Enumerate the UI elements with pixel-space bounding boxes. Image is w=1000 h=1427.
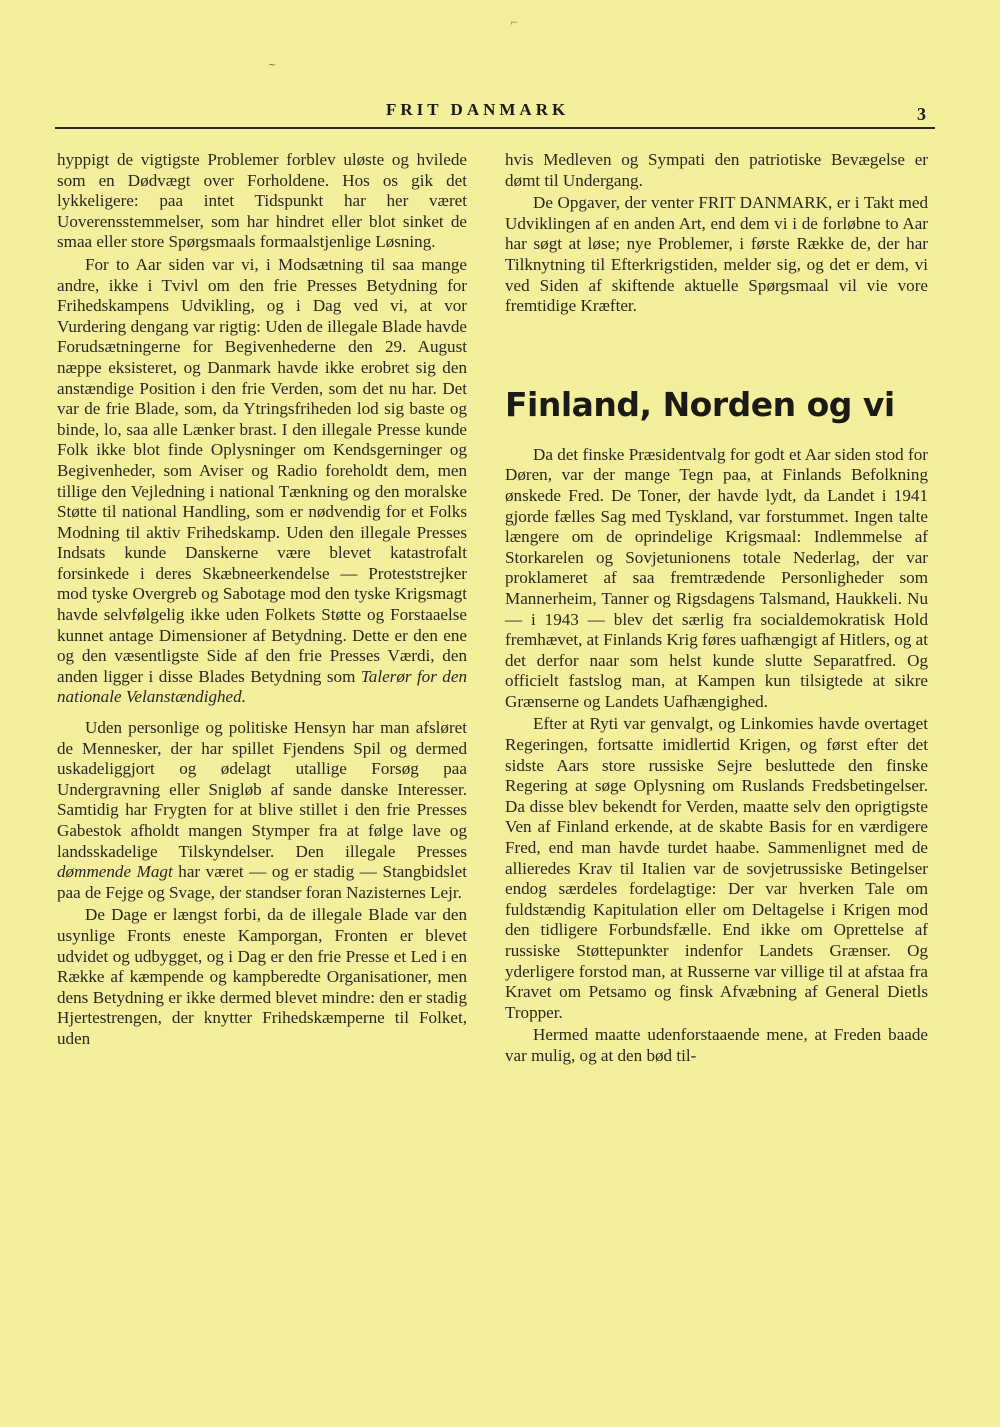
paragraph: Hermed maatte udenforstaaende mene, at Freden baade var mulig, og at den bød til- (505, 1025, 928, 1065)
paragraph-text: Uden personlige og politiske Hensyn har man afsløret de Mennesker, der har spillet Fjendens Spil og dermed uskadeliggjort og ødelagt utallige Forsøg paa Undergravning eller Snigløb af sande danske Interesser. Samtidig har Frygten for at blive stillet i den frie Presses Gabestok afholdt mangen Stymper fra at følge lave og landsskadelige Tilskyndelser. Den illegale Presses (57, 718, 467, 861)
ink-speck: ~ (268, 60, 277, 71)
right-column (505, 150, 928, 1067)
article-headline: Finland, Norden og vi (505, 384, 895, 424)
masthead-title: FRIT DANMARK (386, 100, 570, 119)
italic-phrase: dømmende Magt (57, 862, 173, 882)
paragraph-text: har været — og er stadig — Stangbidslet paa de Fejge og Svage, der standser foran Nazisternes Lejr. (57, 862, 467, 902)
paragraph: hvis Medleven og Sympati den patriotiske Bevægelse er dømt til Undergang. (505, 150, 928, 190)
page-number: 3 (917, 104, 926, 124)
paragraph: De Opgaver, der venter FRIT DANMARK, er i Takt med Udviklingen af en anden Art, end dem vi i de forløbne to Aar har søgt at løse; nye Problemer, i første Række de, der har Tilknytning til Efterkrigstiden, melder sig, og det er dem, vi ved Siden af skiftende aktuelle Spørgsmaal vil vie vore fremtidige Kræfter. (505, 193, 928, 316)
paragraph (57, 718, 467, 903)
italic-phrase: Talerør for den nationale Velanstændighed. (57, 666, 467, 707)
paragraph-text: For to Aar siden var vi, i Modsætning til saa mange andre, ikke i Tvivl om den frie Presses Betydning for Frihedskampens Udvikling, og i Dag ved vi, at vor Vurdering dengang var rigtig: Uden de illegale Blade havde Forudsætningerne for Begivenhederne den 29. August næppe eksisteret, og Danmark havde ikke erobret sig den anstændige Position i den frie Verden, som det nu har. Det var de frie Blade, som, da Ytringsfriheden lod sig baste og binde, lo, saa alle Lænker brast. I den illegale Presse kunde Folk ikke blot finde Oplysninger om Kendsgerninger og Begivenheder, som Aviser og Radio foreholdt dem, men tillige den Vejledning i national Tænkning og den moralske Støtte til national Handling, som er nødvendig for et Folks Modning til aktiv Frihedskamp. Uden den illegale Presses Indsats kunde Danskerne være blevet katastrofalt forsinkede i deres Skæbneerkendelse — Proteststrejker mod tyske Overgreb og Sabotage mod den tyske Krigsmagt havde selvfølgelig ikke uden Folkets Støtte og Forstaaelse kunnet antage Dimensioner af Betydning. Dette er den ene og den væsentligste Side af den frie Presses Værdi, den anden ligger i disse Blades Betydning som (57, 254, 467, 686)
paragraph: Da det finske Præsidentvalg for godt et Aar siden stod for Døren, var der mange Tegn paa, at Finlands Befolkning ønskede Fred. De Toner, der havde lydt, da Landet i 1941 gjorde fælles Sag med Tyskland, var forstummet. Ingen talte længere om de oprindelige Krigsmaal: Indlemmelse af Storkarelen og Sovjetunionens totale Nederlag, der var proklameret af saa fremtrædende Personligheder som Mannerheim, Tanner og Rigsdagens Talsmand, Haukkeli. Nu — i 1943 — blev det særlig fra socialdemokratisk Hold fremhævet, at Finlands Krig føres uafhængigt af Hitlers, og at det derfor naar som helst kunde slutte Separatfred. Og officielt fastslog man, at Kampen kun tilsigtede at sikre Grænserne og Landets Uafhængighed. (505, 444, 928, 711)
paragraph: De Dage er længst forbi, da de illegale Blade var den usynlige Fronts eneste Kamporgan, Fronten er blevet udvidet og udbygget, og i Dag er den frie Presse et Led i en Række af kæmpende og kampberedte Organisationer, men dens Betydning er ikke dermed blevet mindre: den er stadig Hjertestrengen, der knytter Frihedskæmperne til Folket, uden (57, 905, 467, 1048)
header-rule (55, 127, 935, 129)
paragraph: hyppigt de vigtigste Problemer forblev uløste og hvilede som en Dødvægt over Forholdene. Hos os gik det lykkeligere: paa intet Tidspunkt har her været Uoverensstemmelser, som har hindret eller blot sinket de smaa eller store Spørgsmaals formaalstjenlige Løsning. (57, 150, 467, 252)
print-mark: ⌐ (510, 18, 519, 29)
paragraph: Efter at Ryti var genvalgt, og Linkomies havde overtaget Regeringen, fortsatte imidlertid Krigen, og først efter det sidste Aars store russiske Sejre besluttede den finske Regering at søge Oplysning om Ruslands Fredsbetingelser. Da disse blev bekendt for Verden, maatte selv den oprigtigste Ven af Finland erkende, at de skabte Basis for en værdigere Fred, end man havde turdet haabe. Sammenlignet med de allieredes Krav til Italien var de sovjetrussiske Betingelser endog særdeles fordelagtige: Der var hverken Tale om fuldstændig Kapitulation eller om Deltagelse i Krigen mod den tidligere Forbundsfælle. End ikke om Oprettelse af russiske Støttepunkter indenfor Landets Grænser. Og yderligere forstod man, at Russerne var villige til at afstaa fra Kravet om Petsamo og finsk Afvæbning af General Dietls Tropper. (505, 714, 928, 1022)
left-column (57, 150, 467, 1050)
paragraph (57, 255, 467, 708)
